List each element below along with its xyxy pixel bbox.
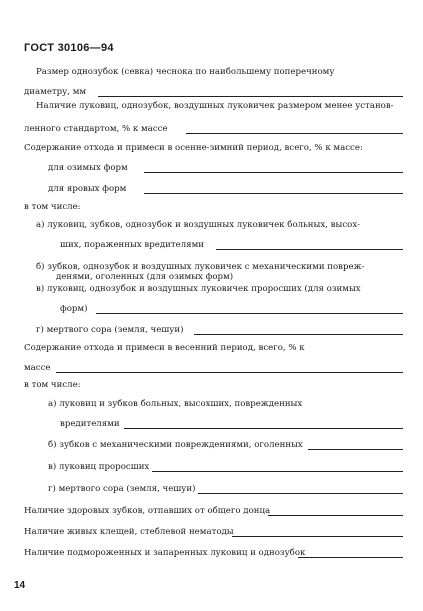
text-line: в) луковиц, однозубок и воздушных луковичек проросших (для озимых bbox=[36, 284, 361, 294]
text-line: в) луковиц проросших bbox=[48, 462, 150, 472]
fill-blank[interactable] bbox=[96, 313, 403, 314]
fill-blank[interactable] bbox=[308, 449, 403, 450]
text-line: вредителями bbox=[60, 419, 120, 429]
text-line: форм) bbox=[60, 304, 88, 314]
text-line: Размер однозубок (севка) чеснока по наибольшему поперечному bbox=[36, 67, 335, 77]
text-line: г) мертвого сора (земля, чешуи) bbox=[36, 325, 184, 335]
fill-blank[interactable] bbox=[144, 172, 403, 173]
text-line: б) зубков с механическими повреждениями, оголенных bbox=[48, 440, 303, 450]
text-line: Наличие луковиц, однозубок, воздушных луковичек размером менее установ- bbox=[36, 101, 394, 111]
fill-blank[interactable] bbox=[186, 133, 403, 134]
text-line: ленного стандартом, % к массе bbox=[24, 124, 168, 134]
text-line: а) луковиц, зубков, однозубок и воздушных луковичек больных, высох- bbox=[36, 220, 361, 230]
text-line: г) мертвого сора (земля, чешуи) bbox=[48, 484, 196, 494]
fill-blank[interactable] bbox=[124, 428, 403, 429]
fill-blank[interactable] bbox=[216, 249, 403, 250]
text-line: массе bbox=[24, 363, 51, 373]
page-number: 14 bbox=[14, 580, 26, 591]
fill-blank[interactable] bbox=[144, 193, 403, 194]
text-line: Наличие подмороженных и запаренных луковиц и однозубок bbox=[24, 548, 306, 558]
text-line: Содержание отхода и примеси в весенний период, всего, % к bbox=[24, 343, 305, 353]
fill-blank[interactable] bbox=[152, 471, 403, 472]
text-line: б) зубков, однозубок и воздушных луковичек с механическими повреж- bbox=[36, 262, 365, 272]
text-line: Содержание отхода и примеси в осенне-зимний период, всего, % к массе: bbox=[24, 143, 363, 153]
fill-blank[interactable] bbox=[56, 372, 403, 373]
text-line: а) луковиц и зубков больных, высохших, поврежденных bbox=[48, 399, 303, 409]
fill-blank[interactable] bbox=[232, 536, 403, 537]
text-line: для яровых форм bbox=[48, 184, 127, 194]
text-line: в том числе: bbox=[24, 380, 81, 390]
fill-blank[interactable] bbox=[194, 334, 403, 335]
text-line: ших, пораженных вредителями bbox=[60, 240, 204, 250]
text-line: для озимых форм bbox=[48, 163, 128, 173]
fill-blank[interactable] bbox=[268, 515, 403, 516]
document-header: ГОСТ 30106—94 bbox=[24, 42, 114, 54]
text-line: денями, оголенных (для озимых форм) bbox=[56, 272, 234, 282]
text-line: диаметру, мм bbox=[24, 87, 87, 97]
fill-blank[interactable] bbox=[98, 96, 403, 97]
text-line: Наличие живых клещей, стеблевой нематоды bbox=[24, 527, 234, 537]
fill-blank[interactable] bbox=[298, 557, 403, 558]
text-line: Наличие здоровых зубков, отпавших от общего донца bbox=[24, 506, 271, 516]
fill-blank[interactable] bbox=[198, 493, 403, 494]
text-line: в том числе: bbox=[24, 202, 81, 212]
